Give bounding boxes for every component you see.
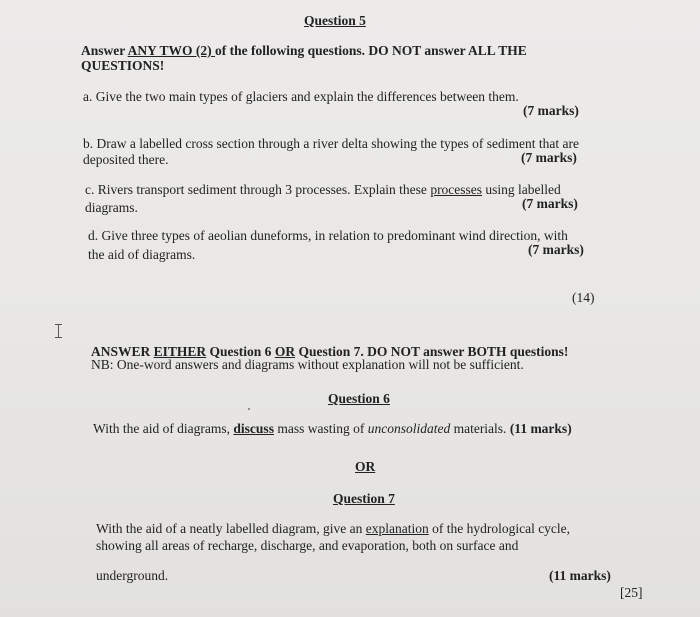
q5-item-b: b. Draw a labelled cross section through a river delta showing the types of sediment that are	[83, 136, 579, 151]
q5-item-c-marks: (7 marks)	[522, 196, 578, 211]
or-label: OR	[355, 459, 376, 474]
q5-item-a-marks: (7 marks)	[523, 103, 579, 118]
nb-note: NB: One-word answers and diagrams without explanation will not be sufficient.	[91, 357, 524, 372]
q7-line3: underground.	[96, 568, 169, 583]
text-cursor-icon	[54, 324, 63, 338]
q5-instruction: Answer ANY TWO (2) of the following questions. DO NOT answer ALL THE	[81, 43, 527, 58]
question-7-title: Question 7	[333, 491, 395, 506]
q5-item-d-line2: the aid of diagrams.	[88, 247, 196, 262]
q5-item-b-marks: (7 marks)	[521, 150, 577, 165]
q5-item-d-marks: (7 marks)	[528, 242, 584, 257]
question-6-title: Question 6	[328, 391, 390, 406]
q5-item-d: d. Give three types of aeolian duneforms, in relation to predominant wind direction, with	[88, 228, 568, 243]
q5-item-c-line2: diagrams.	[85, 200, 138, 215]
question-5-title: Question 5	[304, 13, 366, 28]
q5-instruction-line2: QUESTIONS!	[81, 58, 165, 73]
q5-item-a: a. Give the two main types of glaciers and explain the differences between them.	[83, 89, 519, 104]
q5-item-b-line2: deposited there.	[83, 152, 169, 167]
q5-total: (14)	[572, 290, 595, 305]
q5-item-c: c. Rivers transport sediment through 3 processes. Explain these processes using labelled	[85, 182, 561, 197]
speck-mark	[248, 408, 250, 410]
q7-marks: (11 marks)	[549, 568, 611, 583]
q7-line1: With the aid of a neatly labelled diagram, give an explanation of the hydrological cycle,	[96, 521, 571, 536]
q7-line2: showing all areas of recharge, discharge, and evaporation, both on surface and	[96, 538, 519, 553]
q6-text: With the aid of diagrams, discuss mass wasting of unconsolidated materials. (11 marks)	[93, 421, 572, 436]
grand-total: [25]	[620, 585, 643, 600]
section-instruction: ANSWER EITHER Question 6 OR Question 7. DO NOT answer BOTH questions!	[91, 344, 569, 359]
